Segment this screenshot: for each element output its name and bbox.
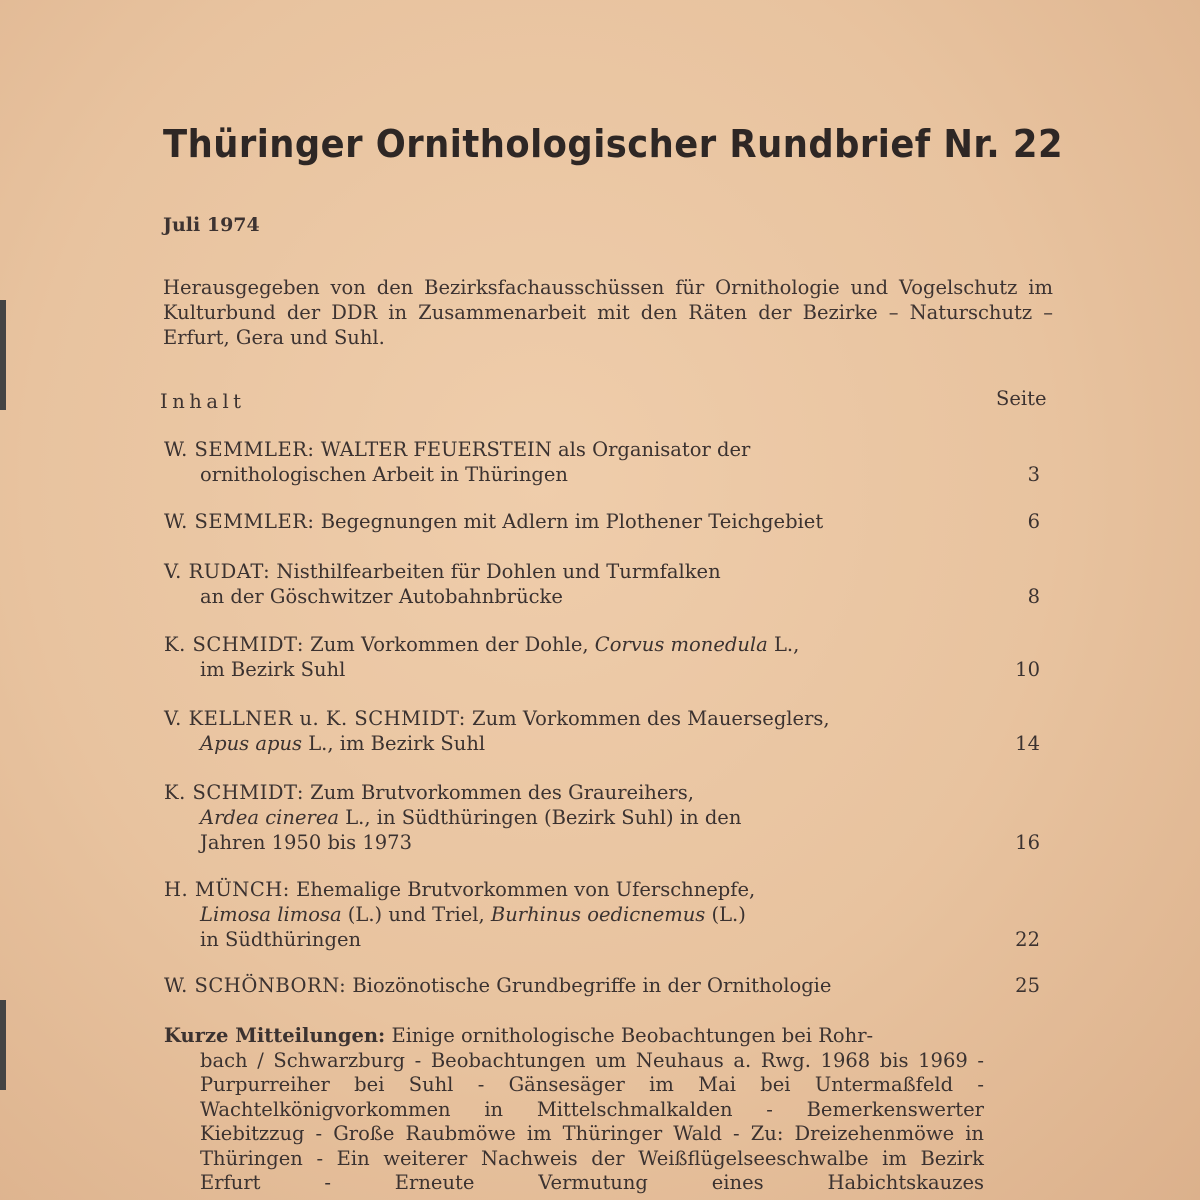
document-title: Thüringer Ornithologischer Rundbrief Nr. 22	[163, 122, 1064, 166]
entry-title-line: Jahren 1950 bis 1973	[200, 831, 412, 854]
entry-author: H. MÜNCH:	[164, 878, 290, 901]
entry-author: W. SCHÖNBORN:	[164, 974, 347, 997]
entry-title-line: Zum Vorkommen des Mauerseglers,	[472, 707, 830, 730]
short-notes-heading: Kurze Mitteilungen:	[164, 1024, 386, 1047]
entry-page-number: 16	[1015, 831, 1040, 854]
entry-page-number: 25	[1015, 974, 1040, 997]
short-notes	[164, 1024, 984, 1196]
entry-page-number: 22	[1015, 928, 1040, 951]
toc-entry	[164, 437, 1044, 487]
contents-heading: Inhalt	[160, 390, 246, 413]
binding-mark	[0, 1000, 6, 1090]
entry-page-number: 3	[1027, 463, 1040, 486]
entry-title-line: Apus apus L., im Bezirk Suhl	[200, 732, 486, 755]
entry-page-number: 8	[1027, 585, 1040, 608]
toc-entry	[164, 632, 1044, 682]
entry-title-line: Zum Brutvorkommen des Graureihers,	[310, 781, 694, 804]
entry-title-line: WALTER FEUERSTEIN als Organisator der	[320, 438, 751, 461]
toc-entry	[164, 780, 1044, 855]
toc-entry	[164, 973, 1044, 998]
entry-title-line: Ardea cinerea L., in Südthüringen (Bezirk Suhl) in den	[200, 806, 742, 829]
entry-title-line: an der Göschwitzer Autobahnbrücke	[200, 585, 563, 608]
entry-author: W. SEMMLER:	[164, 438, 315, 461]
entry-author: W. SEMMLER:	[164, 510, 315, 533]
toc-entry	[164, 706, 1044, 756]
toc-entry	[164, 877, 1044, 952]
short-notes-first-line: Einige ornithologische Beobachtungen bei Rohr-	[391, 1024, 874, 1047]
toc-entry	[164, 509, 1044, 534]
entry-title-line: Biozönotische Grundbegriffe in der Ornithologie	[352, 974, 832, 997]
page-column-heading: Seite	[996, 387, 1047, 410]
publisher-statement: Herausgegeben von den Bezirksfachausschüssen für Ornithologie und Vogelschutz im Kulturbund der DDR in Zusammenarbeit mit den Räten der Bezirke – Naturschutz – Erfurt, Gera und Suhl.	[163, 276, 1053, 349]
entry-page-number: 14	[1015, 732, 1040, 755]
toc-entry	[164, 559, 1044, 609]
entry-author: V. RUDAT:	[164, 560, 271, 583]
entry-author: V. KELLNER u. K. SCHMIDT:	[164, 707, 466, 730]
entry-page-number: 6	[1027, 510, 1040, 533]
entry-title-line: Ehemalige Brutvorkommen von Uferschnepfe,	[296, 878, 756, 901]
entry-author: K. SCHMIDT:	[164, 781, 304, 804]
entry-title-line: Nisthilfearbeiten für Dohlen und Turmfalken	[276, 560, 721, 583]
entry-title-line: Limosa limosa (L.) und Triel, Burhinus oedicnemus (L.)	[200, 903, 746, 926]
entry-title-line: Begegnungen mit Adlern im Plothener Teichgebiet	[320, 510, 824, 533]
entry-author: K. SCHMIDT:	[164, 633, 304, 656]
issue-date: Juli 1974	[163, 214, 260, 236]
entry-title-line: im Bezirk Suhl	[200, 658, 346, 681]
entry-title-line: in Südthüringen	[200, 928, 362, 951]
entry-title-line: ornithologischen Arbeit in Thüringen	[200, 463, 568, 486]
binding-mark	[0, 300, 6, 410]
entry-title-line: Zum Vorkommen der Dohle, Corvus monedula L.,	[310, 633, 800, 656]
entry-page-number: 10	[1015, 658, 1040, 681]
short-notes-text: bach / Schwarzburg - Beobachtungen um Neuhaus a. Rwg. 1968 bis 1969 - Purpurreiher bei Suhl - Gänsesäger im Mai bei Untermaßfeld - Wachtelkönigvorkommen in Mittelschmalkalden - Bemerkenswerter Kiebitzzug - Große Raubmöwe im Thüringer Wald - Zu: Dreizehenmöwe in Thüringen - Ein weiterer Nachweis der Weißflügelseeschwalbe im Bezirk Erfurt - Erneute Vermutung eines Habichtskauzes	[200, 1048, 984, 1194]
